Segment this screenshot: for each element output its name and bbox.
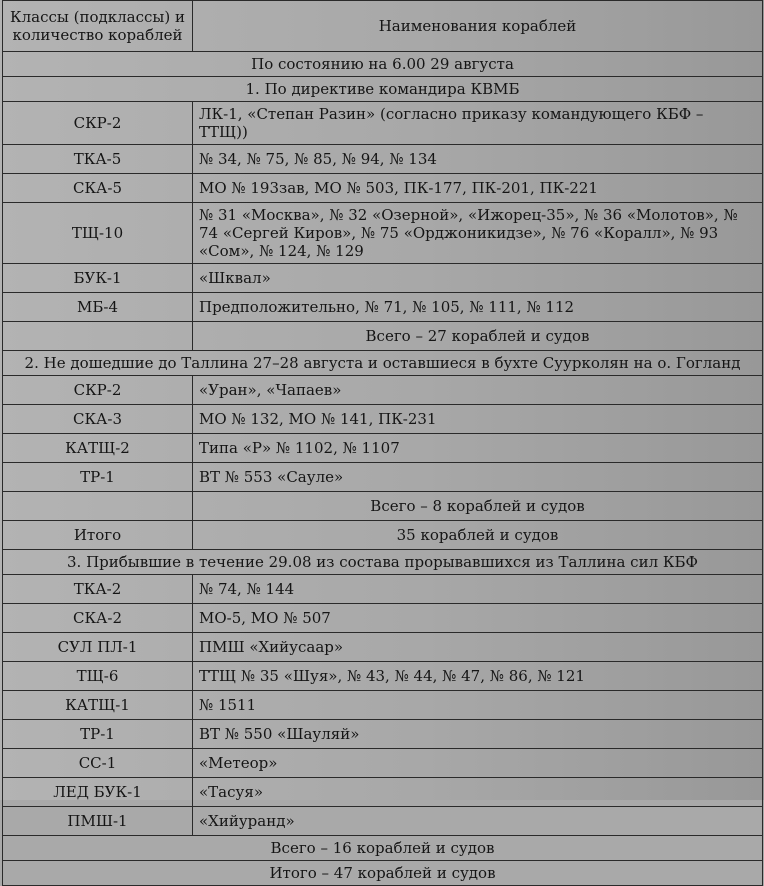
table-row: [3, 264, 763, 293]
header-names: Наименования кораблей: [193, 1, 763, 52]
ship-names: «Хийуранд»: [193, 807, 763, 836]
section-title: 2. Не дошедшие до Таллина 27–28 августа и оставшиеся в бухте Суурколян на о. Гогланд: [3, 351, 763, 376]
ship-names: ПМШ «Хийусаар»: [193, 633, 763, 662]
itogo-value: 35 кораблей и судов: [193, 521, 763, 550]
section-total-row: [3, 492, 763, 521]
ship-names: «Метеор»: [193, 749, 763, 778]
ship-names: № 31 «Москва», № 32 «Озерной», «Ижорец-35», № 36 «Молотов», № 74 «Сергей Киров», № 75 «Орджоникидзе», № 76 «Коралл», № 93 «Сом», № 124, № 129: [193, 203, 763, 264]
table-header-row: [3, 1, 763, 52]
ship-class: СКР-2: [3, 376, 193, 405]
table-row: [3, 434, 763, 463]
ship-class: ТКА-5: [3, 145, 193, 174]
ship-class: ТЩ-6: [3, 662, 193, 691]
table-row: [3, 691, 763, 720]
table-row: [3, 575, 763, 604]
status-row: [3, 52, 763, 77]
ship-names: ТТЩ № 35 «Шуя», № 43, № 44, № 47, № 86, № 121: [193, 662, 763, 691]
section-total: Всего – 8 кораблей и судов: [193, 492, 763, 521]
ship-class: ТКА-2: [3, 575, 193, 604]
section-title-row: [3, 77, 763, 102]
table-row: [3, 203, 763, 264]
section-title-row: [3, 550, 763, 575]
ship-names: ВТ № 553 «Сауле»: [193, 463, 763, 492]
grand-total: Итого – 47 кораблей и судов: [3, 861, 763, 886]
section-total-row: [3, 836, 763, 861]
table-row: [3, 662, 763, 691]
itogo-row: [3, 521, 763, 550]
ship-class: КАТЩ-2: [3, 434, 193, 463]
table-row: [3, 807, 763, 836]
ship-class: БУК-1: [3, 264, 193, 293]
ship-class: СКР-2: [3, 102, 193, 145]
ship-names: «Шквал»: [193, 264, 763, 293]
table-row: [3, 102, 763, 145]
ship-class: КАТЩ-1: [3, 691, 193, 720]
ship-class: СКА-3: [3, 405, 193, 434]
ship-class: ТР-1: [3, 463, 193, 492]
section-title: 3. Прибывшие в течение 29.08 из состава прорывавшихся из Таллина сил КБФ: [3, 550, 763, 575]
header-classes: Классы (подклассы) и количество кораблей: [3, 1, 193, 52]
ship-class: МБ-4: [3, 293, 193, 322]
section-total: Всего – 27 кораблей и судов: [193, 322, 763, 351]
ship-class: СКА-5: [3, 174, 193, 203]
ship-names: № 74, № 144: [193, 575, 763, 604]
table-row: [3, 174, 763, 203]
ship-class: ПМШ-1: [3, 807, 193, 836]
section-title: 1. По директиве командира КВМБ: [3, 77, 763, 102]
table-row: [3, 604, 763, 633]
ship-class: ТЩ-10: [3, 203, 193, 264]
ship-class: ЛЕД БУК-1: [3, 778, 193, 807]
table-row: [3, 463, 763, 492]
status-line: По состоянию на 6.00 29 августа: [3, 52, 763, 77]
ship-class: СУЛ ПЛ-1: [3, 633, 193, 662]
ship-names: МО-5, МО № 507: [193, 604, 763, 633]
section-total-row: [3, 322, 763, 351]
section-total: Всего – 16 кораблей и судов: [3, 836, 763, 861]
table-row: [3, 405, 763, 434]
ship-names: № 1511: [193, 691, 763, 720]
table-row: [3, 145, 763, 174]
table-row: [3, 778, 763, 807]
ship-names: ВТ № 550 «Шауляй»: [193, 720, 763, 749]
table-row: [3, 749, 763, 778]
table-row: [3, 293, 763, 322]
ship-names: МО № 132, МО № 141, ПК-231: [193, 405, 763, 434]
ship-names: «Уран», «Чапаев»: [193, 376, 763, 405]
ship-names: Типа «Р» № 1102, № 1107: [193, 434, 763, 463]
section-title-row: [3, 351, 763, 376]
ship-names: ЛК-1, «Степан Разин» (согласно приказу командующего КБФ – ТТЩ)): [193, 102, 763, 145]
itogo-label: Итого: [3, 521, 193, 550]
ship-class: СС-1: [3, 749, 193, 778]
table-row: [3, 376, 763, 405]
ship-names: «Тасуя»: [193, 778, 763, 807]
grand-total-row: [3, 861, 763, 886]
ships-table: [2, 0, 763, 886]
empty-cell: [3, 492, 193, 521]
ship-names: № 34, № 75, № 85, № 94, № 134: [193, 145, 763, 174]
ship-names: Предположительно, № 71, № 105, № 111, № 112: [193, 293, 763, 322]
ship-class: ТР-1: [3, 720, 193, 749]
ship-class: СКА-2: [3, 604, 193, 633]
empty-cell: [3, 322, 193, 351]
table-row: [3, 633, 763, 662]
ship-names: МО № 193зав, МО № 503, ПК-177, ПК-201, ПК-221: [193, 174, 763, 203]
table-row: [3, 720, 763, 749]
